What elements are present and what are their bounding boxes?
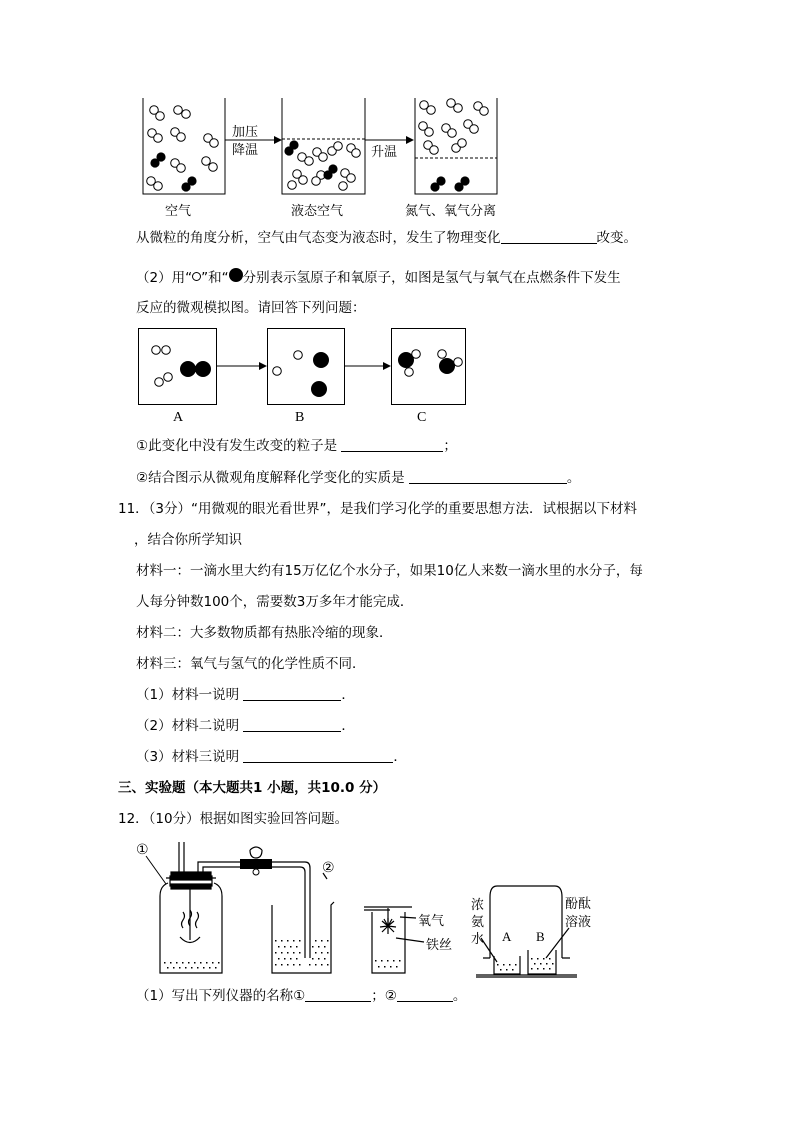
q12-sub1: （1）写出下列仪器的名称① ；② 。 [136,988,467,1004]
q10-sub2: ②结合图示从微观角度解释化学变化的实质是 。 [136,470,581,486]
label-box-c: C [417,410,427,425]
label-solution: 溶液 [565,914,592,929]
q11-material2: 材料二：大多数物质都有热胀冷缩的现象． [136,625,393,641]
section-heading: 三、实验题（本大题共1 小题，共10.0 分） [118,780,387,796]
small-beakers-liquid [497,958,554,971]
label-iron-wire: 铁丝 [426,938,453,953]
q11-line1: 11．（3分）“用微观的眼光看世界”，是我们学习化学的重要思想方法．试根据以下材料 [118,501,638,517]
label-oxygen: 氧气 [418,914,445,929]
jar3-liquid [375,960,401,968]
blank-q12-2[interactable] [397,987,453,1002]
label-beaker-b: B [536,929,545,944]
wide-mouth-bottle [160,883,222,973]
jar1-liquid [164,962,220,969]
beaker [272,902,334,973]
q12-line1: 12．（10分）根据如图实验回答问题。 [118,811,349,827]
label-circle-1: ① [136,842,149,858]
label-ammonia-3: 水 [471,931,485,946]
bell-jar [490,886,562,958]
label-beaker-a: A [502,929,512,944]
blank-q12-1[interactable] [305,987,371,1002]
q10-part2-line2: 反应的微观模拟图。请回答下列问题： [136,300,366,316]
label-air: 空气 [165,204,192,219]
q11-answer2: （2）材料二说明 ． [136,718,355,734]
q11-answer3: （3）材料三说明 ． [136,749,407,765]
q11-answer1: （1）材料一说明 ． [136,687,355,703]
label-cool: 降温 [232,143,259,158]
q11-material1-line2: 人每分钟数100个，需要数3万多年才能完成． [136,594,414,610]
q10-part1: 从微粒的角度分析，空气由气态变为液态时，发生了物理变化 改变。 [136,230,637,246]
q10-sub1: ①此变化中没有发生改变的粒子是 ； [136,438,457,454]
label-separated: 氮气、氧气分离 [405,204,497,219]
q11-material3: 材料三：氧气与氢气的化学性质不同． [136,656,366,672]
label-ammonia-1: 浓 [471,897,485,912]
label-heat: 升温 [371,145,398,160]
label-circle-2: ② [322,860,335,876]
beaker2-liquid [275,940,329,966]
q10-part2-line1: （2）用“ ”和“ 分别表示氢原子和氧原子，如图是氢气与氧气在点燃条件下发生 [136,270,621,286]
q11-material1-line1: 材料一：一滴水里大约有15万亿亿个水分子，如果10亿人来数一滴水里的水分子，每 [136,563,643,579]
label-liquid-air: 液态空气 [291,204,344,219]
beaker-b [528,950,556,974]
label-ammonia-2: 氨 [471,914,485,929]
label-phenolphthalein: 酚酞 [565,896,592,911]
q11-line2: ，结合你所学知识 [134,532,242,548]
label-box-a: A [173,410,184,425]
label-box-b: B [295,410,305,425]
label-pressurize: 加压 [232,125,259,140]
